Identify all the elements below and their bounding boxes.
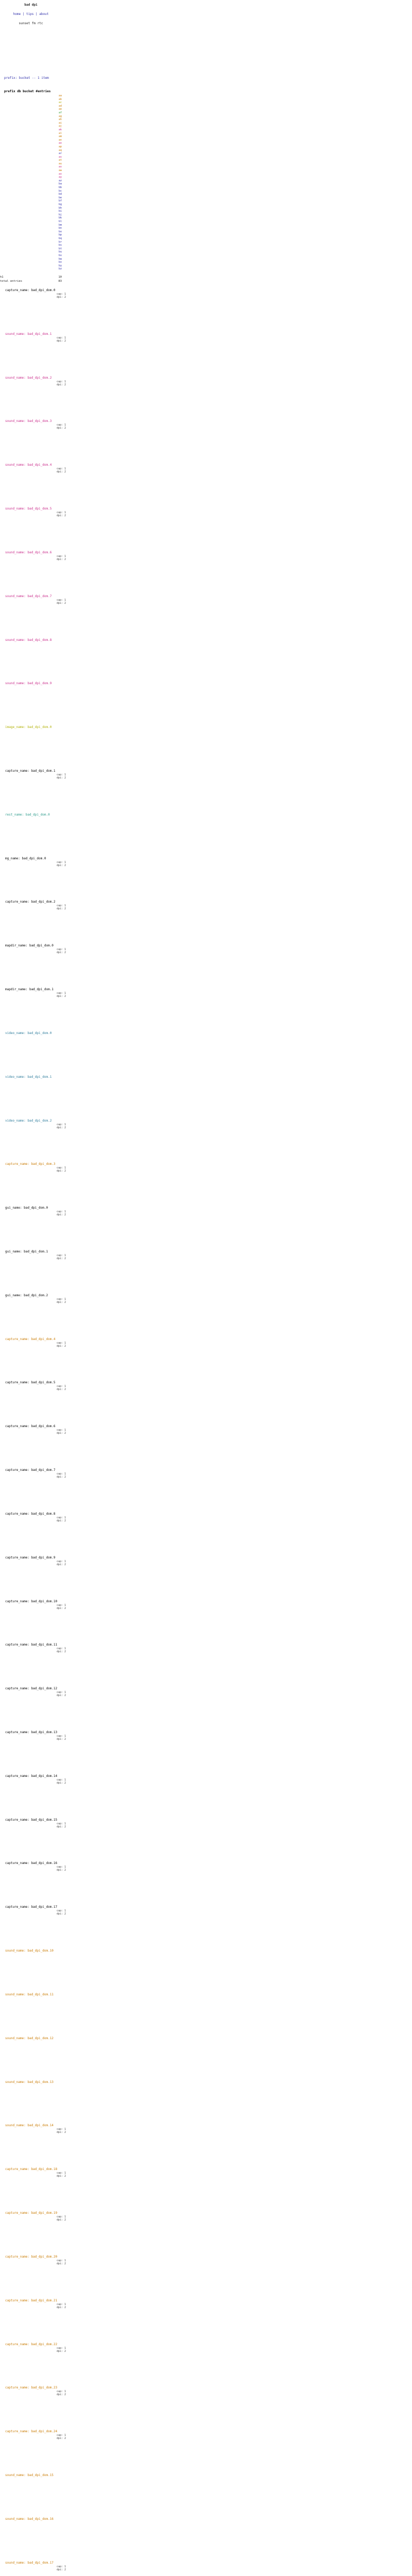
entry-meta: cap: 1 [56, 1822, 66, 1825]
entry-meta: dpi: 2 [56, 995, 66, 998]
entry-section [5, 2430, 67, 2440]
toc-item[interactable]: ac [58, 101, 62, 105]
entry-title[interactable]: sound_name: bad_dpi_dom.13 [5, 2080, 54, 2084]
entry-meta: dpi: 2 [56, 2262, 66, 2265]
entry-meta: cap: 1 [56, 336, 66, 340]
entry-meta: cap: 1 [56, 1385, 66, 1388]
entry-section [5, 507, 67, 517]
entry-meta: dpi: 2 [56, 2437, 66, 2441]
entry-section [5, 1993, 67, 1997]
toc-item[interactable]: ay [58, 176, 62, 179]
entry-meta: cap: 1 [56, 2302, 66, 2306]
entry-meta: dpi: 2 [56, 1300, 66, 1304]
entry-title[interactable]: capture_name: bad_dpi_dom.18 [5, 2167, 58, 2172]
entry-section [5, 813, 67, 817]
toc-item[interactable]: as [58, 155, 62, 159]
toc-item[interactable]: bc [58, 189, 62, 193]
toc-item[interactable]: al [58, 131, 62, 135]
entry-meta: dpi: 2 [56, 2175, 66, 2178]
entry-meta: cap: 1 [56, 1516, 66, 1519]
entry-title[interactable]: sound_name: bad_dpi_dom.4 [5, 463, 52, 467]
entry-meta: dpi: 2 [56, 1869, 66, 1872]
entry-meta: cap: 1 [56, 598, 66, 602]
entry-meta: cap: 1 [56, 948, 66, 952]
entry-section [5, 1206, 67, 1216]
entry-section [5, 725, 67, 730]
entry-section [5, 1031, 67, 1036]
entry-title[interactable]: sound_name: bad_dpi_dom.1 [5, 332, 52, 336]
entry-section [5, 2037, 67, 2041]
nav-links[interactable]: home | tips | about [13, 12, 49, 16]
toc-item[interactable]: bl [58, 219, 62, 223]
entry-section [5, 1818, 67, 1828]
entry-meta: dpi: 2 [56, 907, 66, 911]
entry-title[interactable]: mapdir_name: bad_dpi_dom.1 [5, 988, 54, 992]
entry-title[interactable]: capture_name: bad_dpi_dom.10 [5, 1599, 58, 1603]
page-title: bad dpi [24, 3, 38, 7]
toc-item[interactable]: bv [58, 253, 62, 257]
entry-title[interactable]: mapdir_name: bad_dpi_dom.0 [5, 944, 54, 948]
entry-meta: dpi: 2 [56, 1257, 66, 1261]
entry-meta: dpi: 2 [56, 2131, 66, 2134]
entry-section [5, 595, 67, 605]
toc-item[interactable]: aa [58, 94, 62, 97]
entry-meta: dpi: 2 [56, 2393, 66, 2397]
entry-title[interactable]: video_name: bad_dpi_dom.0 [5, 1031, 52, 1035]
toc-item[interactable]: av [58, 165, 62, 169]
entry-title[interactable]: capture_name: bad_dpi_dom.12 [5, 1687, 58, 1691]
entry-section [5, 2299, 67, 2309]
toc-item[interactable]: bj [58, 213, 62, 216]
entry-meta: dpi: 2 [56, 2349, 66, 2353]
toc-item[interactable]: ab [58, 97, 62, 101]
entry-meta: dpi: 2 [56, 601, 66, 605]
entry-meta: cap: 1 [56, 2128, 66, 2131]
toc-item[interactable]: ax [58, 172, 62, 176]
toc-item[interactable]: aj [58, 125, 62, 128]
stat-value: 10 [58, 276, 62, 279]
entry-meta: dpi: 2 [56, 951, 66, 955]
entry-section [5, 332, 67, 343]
entry-section [5, 289, 67, 299]
entry-section [5, 1381, 67, 1391]
entry-title[interactable]: video_name: bad_dpi_dom.2 [5, 1118, 52, 1123]
entry-title[interactable]: sound_name: bad_dpi_dom.7 [5, 594, 52, 598]
entry-meta: dpi: 2 [56, 2306, 66, 2309]
entry-title[interactable]: sound_name: bad_dpi_dom.5 [5, 507, 52, 511]
toc-item[interactable]: az [58, 179, 62, 182]
entry-section [5, 2473, 67, 2478]
entry-meta: dpi: 2 [56, 339, 66, 343]
toc-item[interactable]: ad [58, 104, 62, 108]
entry-meta: dpi: 2 [56, 1738, 66, 1741]
entry-title[interactable]: video_name: bad_dpi_dom.1 [5, 1075, 52, 1079]
entry-meta: dpi: 2 [56, 1170, 66, 1173]
toc-item[interactable]: bg [58, 203, 62, 206]
entry-meta: dpi: 2 [56, 1213, 66, 1217]
toc-item[interactable]: bh [58, 206, 62, 210]
entry-section [5, 1949, 67, 1953]
entry-section [5, 1556, 67, 1566]
entry-meta: cap: 1 [56, 467, 66, 471]
entry-title[interactable]: capture_name: bad_dpi_dom.5 [5, 1381, 56, 1385]
entry-title[interactable]: sound_name: bad_dpi_dom.10 [5, 1949, 54, 1953]
entry-section [5, 900, 67, 910]
stat-row [0, 279, 62, 283]
entry-title[interactable]: capture_name: bad_dpi_dom.14 [5, 1774, 58, 1778]
entry-title[interactable]: sound_name: bad_dpi_dom.16 [5, 2517, 54, 2521]
entry-title[interactable]: capture_name: bad_dpi_dom.22 [5, 2342, 58, 2346]
entry-title[interactable]: sound_name: bad_dpi_dom.12 [5, 2036, 54, 2040]
toc-item[interactable]: bt [58, 247, 62, 250]
entry-section [5, 1075, 67, 1079]
entry-section [5, 1512, 67, 1522]
toc-title[interactable]: prefix: bucket -- 1 item [4, 76, 49, 80]
toc-item[interactable]: aw [58, 169, 62, 173]
toc-item[interactable]: bs [58, 244, 62, 247]
entry-meta: cap: 1 [56, 1691, 66, 1694]
toc-item[interactable]: aq [58, 148, 62, 152]
entry-meta: cap: 1 [56, 2434, 66, 2437]
entry-title[interactable]: gui_name: bad_dpi_dom.2 [5, 1293, 48, 1297]
entry-meta: cap: 1 [56, 1603, 66, 1607]
entry-meta: dpi: 2 [56, 1344, 66, 1348]
toc-item[interactable]: bb [58, 186, 62, 190]
entry-meta: cap: 1 [56, 2215, 66, 2219]
toc-item[interactable]: ai [58, 121, 62, 125]
entry-section [5, 944, 67, 954]
entry-title[interactable]: capture_name: bad_dpi_dom.9 [5, 1555, 56, 1560]
entry-meta: cap: 1 [56, 2346, 66, 2350]
entry-meta: dpi: 2 [56, 776, 66, 779]
entry-title[interactable]: sound_name: bad_dpi_dom.17 [5, 2561, 54, 2565]
entry-title[interactable]: sound_name: bad_dpi_dom.6 [5, 550, 52, 554]
stat-row [0, 275, 62, 279]
entry-meta: dpi: 2 [56, 557, 66, 561]
entry-title[interactable]: capture_name: bad_dpi_dom.20 [5, 2255, 58, 2259]
entry-meta: cap: 1 [56, 1866, 66, 1869]
entry-meta: cap: 1 [56, 423, 66, 427]
toc-item[interactable]: by [58, 264, 62, 267]
entry-meta: cap: 1 [56, 2565, 66, 2568]
toc-item[interactable]: bu [58, 250, 62, 254]
entry-section [5, 682, 67, 686]
entry-meta: dpi: 2 [56, 514, 66, 518]
toc-item[interactable]: bx [58, 261, 62, 264]
entry-title[interactable]: sound_name: bad_dpi_dom.11 [5, 1992, 54, 1996]
entry-section [5, 551, 67, 561]
entry-meta: dpi: 2 [56, 1694, 66, 1698]
entry-meta: dpi: 2 [56, 1825, 66, 1828]
entry-section [5, 1425, 67, 1435]
entry-title[interactable]: rest_name: bad_dpi_dom.0 [5, 812, 50, 817]
entry-title[interactable]: gui_name: bad_dpi_dom.1 [5, 1250, 48, 1254]
stats-block [0, 275, 62, 283]
entry-section [5, 2517, 67, 2521]
entry-meta: dpi: 2 [56, 1519, 66, 1522]
entry-title[interactable]: sound_name: bad_dpi_dom.14 [5, 2124, 54, 2128]
entry-meta: dpi: 2 [56, 2568, 66, 2571]
entry-section [5, 2343, 67, 2353]
entry-meta: dpi: 2 [56, 863, 66, 867]
entry-section [5, 1294, 67, 1304]
entry-title[interactable]: sound_name: bad_dpi_dom.15 [5, 2473, 54, 2477]
entry-meta: cap: 1 [56, 1472, 66, 1476]
entry-section [5, 2167, 67, 2178]
entry-title[interactable]: sound_name: bad_dpi_dom.3 [5, 419, 52, 423]
entry-title[interactable]: capture_name: bad_dpi_dom.2 [5, 900, 56, 904]
toc-item[interactable]: ar [58, 152, 62, 156]
entry-meta: cap: 1 [56, 1254, 66, 1258]
entry-section [5, 857, 67, 867]
entry-meta: dpi: 2 [56, 1606, 66, 1610]
toc-item[interactable]: bp [58, 233, 62, 237]
page-subtitle: sunset fm rtc [19, 22, 43, 25]
entry-title[interactable]: capture_name: bad_dpi_dom.23 [5, 2386, 58, 2390]
toc-item[interactable]: ap [58, 145, 62, 148]
stat-label: h1 [0, 276, 4, 279]
entry-section [5, 988, 67, 998]
entry-title[interactable]: capture_name: bad_dpi_dom.6 [5, 1425, 56, 1429]
entry-title[interactable]: gui_name: bad_dpi_dom.0 [5, 1206, 48, 1210]
entry-meta: dpi: 2 [56, 427, 66, 430]
toc-item[interactable]: bk [58, 216, 62, 220]
entry-meta: dpi: 2 [56, 1912, 66, 1916]
toc-item[interactable]: ag [58, 114, 62, 118]
entry-section [5, 1250, 67, 1260]
stat-label: total entries [0, 280, 23, 283]
entry-meta: cap: 1 [56, 1210, 66, 1214]
entry-meta: cap: 1 [56, 1166, 66, 1170]
toc-item[interactable]: ba [58, 182, 62, 186]
entry-meta: cap: 1 [56, 773, 66, 776]
toc-item[interactable]: ae [58, 108, 62, 111]
toc-item[interactable]: at [58, 159, 62, 162]
entry-title[interactable]: capture_name: bad_dpi_dom.7 [5, 1468, 56, 1472]
entry-title[interactable]: capture_name: bad_dpi_dom.11 [5, 1643, 58, 1647]
entry-section [5, 1600, 67, 1610]
entry-meta: dpi: 2 [56, 1781, 66, 1785]
toc-item[interactable]: bf [58, 199, 62, 203]
toc-item[interactable]: bz [58, 267, 62, 271]
entry-meta: cap: 1 [56, 992, 66, 995]
toc-item[interactable]: bn [58, 227, 62, 230]
entry-section [5, 1687, 67, 1697]
entry-section [5, 376, 67, 386]
entry-section [5, 2255, 67, 2265]
entry-section [5, 2386, 67, 2396]
entry-meta: dpi: 2 [56, 383, 66, 386]
entry-meta: cap: 1 [56, 1123, 66, 1126]
entry-section [5, 419, 67, 430]
entry-title[interactable]: capture_name: bad_dpi_dom.17 [5, 1905, 58, 1909]
entry-section [5, 1774, 67, 1785]
entry-section [5, 2080, 67, 2084]
entry-section [5, 769, 67, 779]
entry-section [5, 463, 67, 473]
toc-item[interactable]: ak [58, 128, 62, 131]
entry-title[interactable]: capture_name: bad_dpi_dom.3 [5, 1162, 56, 1166]
entry-meta: cap: 1 [56, 2259, 66, 2262]
entry-section [5, 2561, 67, 2571]
entry-section [5, 1162, 67, 1173]
entry-meta: cap: 1 [56, 1560, 66, 1563]
entry-title[interactable]: sound_name: bad_dpi_dom.8 [5, 638, 52, 642]
entry-title[interactable]: sound_name: bad_dpi_dom.9 [5, 682, 52, 686]
entry-meta: cap: 1 [56, 1429, 66, 1432]
entry-meta: cap: 1 [56, 1647, 66, 1651]
toc-item[interactable]: bw [58, 257, 62, 261]
entry-meta: cap: 1 [56, 293, 66, 296]
entry-title[interactable]: capture_name: bad_dpi_dom.19 [5, 2211, 58, 2215]
entry-meta: dpi: 2 [56, 1563, 66, 1566]
entry-title[interactable]: capture_name: bad_dpi_dom.24 [5, 2430, 58, 2434]
entry-meta: dpi: 2 [56, 2218, 66, 2222]
entry-section [5, 1468, 67, 1479]
toc-heading: prefix db bucket #entries [4, 90, 51, 93]
entry-title[interactable]: capture_name: bad_dpi_dom.1 [5, 769, 56, 773]
entry-meta: cap: 1 [56, 1341, 66, 1345]
entry-meta: cap: 1 [56, 380, 66, 383]
entry-meta: dpi: 2 [56, 470, 66, 474]
entry-section [5, 2124, 67, 2134]
entry-meta: cap: 1 [56, 554, 66, 558]
entry-section [5, 1337, 67, 1348]
toc-item[interactable]: an [58, 138, 62, 142]
stat-value: 83 [58, 280, 62, 283]
entry-title[interactable]: capture_name: bad_dpi_dom.21 [5, 2298, 58, 2302]
entry-meta: dpi: 2 [56, 1126, 66, 1129]
entry-title[interactable]: sound_name: bad_dpi_dom.2 [5, 376, 52, 380]
entry-title[interactable]: capture_name: bad_dpi_dom.8 [5, 1512, 56, 1516]
toc-item[interactable]: au [58, 162, 62, 165]
entry-meta: cap: 1 [56, 860, 66, 864]
entry-title[interactable]: capture_name: bad_dpi_dom.4 [5, 1337, 56, 1341]
entry-meta: dpi: 2 [56, 1388, 66, 1392]
toc-item[interactable]: bo [58, 230, 62, 233]
entry-meta: dpi: 2 [56, 296, 66, 299]
entry-section [5, 1905, 67, 1916]
entry-meta: cap: 1 [56, 1909, 66, 1913]
entry-meta: cap: 1 [56, 904, 66, 908]
entry-meta: dpi: 2 [56, 1476, 66, 1479]
toc-item[interactable]: bi [58, 210, 62, 213]
entry-title[interactable]: capture_name: bad_dpi_dom.16 [5, 1861, 58, 1866]
toc-item[interactable]: be [58, 196, 62, 199]
toc-item[interactable]: br [58, 240, 62, 244]
entry-section [5, 1643, 67, 1653]
entry-meta: cap: 1 [56, 2172, 66, 2175]
entry-meta: dpi: 2 [56, 1650, 66, 1654]
entry-title[interactable]: capture_name: bad_dpi_dom.13 [5, 1731, 58, 1735]
entry-title[interactable]: capture_name: bad_dpi_dom.0 [5, 289, 56, 292]
entry-section [5, 1731, 67, 1741]
entry-meta: cap: 1 [56, 1735, 66, 1738]
toc-item[interactable]: ao [58, 142, 62, 145]
entry-meta: dpi: 2 [56, 1432, 66, 1435]
entry-section [5, 638, 67, 642]
entry-meta: cap: 1 [56, 1778, 66, 1782]
entry-title[interactable]: mg_name: bad_dpi_dom.0 [5, 856, 46, 860]
entry-title[interactable]: capture_name: bad_dpi_dom.15 [5, 1818, 58, 1822]
entry-section [5, 2211, 67, 2222]
entry-title[interactable]: image_name: bad_dpi_dom.0 [5, 725, 52, 730]
toc-item[interactable]: af [58, 111, 62, 114]
entry-meta: cap: 1 [56, 511, 66, 515]
toc-item[interactable]: bq [58, 236, 62, 240]
entry-meta: cap: 1 [56, 2390, 66, 2394]
entry-section [5, 1861, 67, 1872]
entry-meta: cap: 1 [56, 1297, 66, 1301]
toc-item[interactable]: bm [58, 223, 62, 227]
toc-item[interactable]: am [58, 135, 62, 139]
toc-item[interactable]: bd [58, 193, 62, 196]
entry-section [5, 1119, 67, 1129]
toc-list [31, 94, 62, 271]
toc-item[interactable]: ah [58, 118, 62, 122]
